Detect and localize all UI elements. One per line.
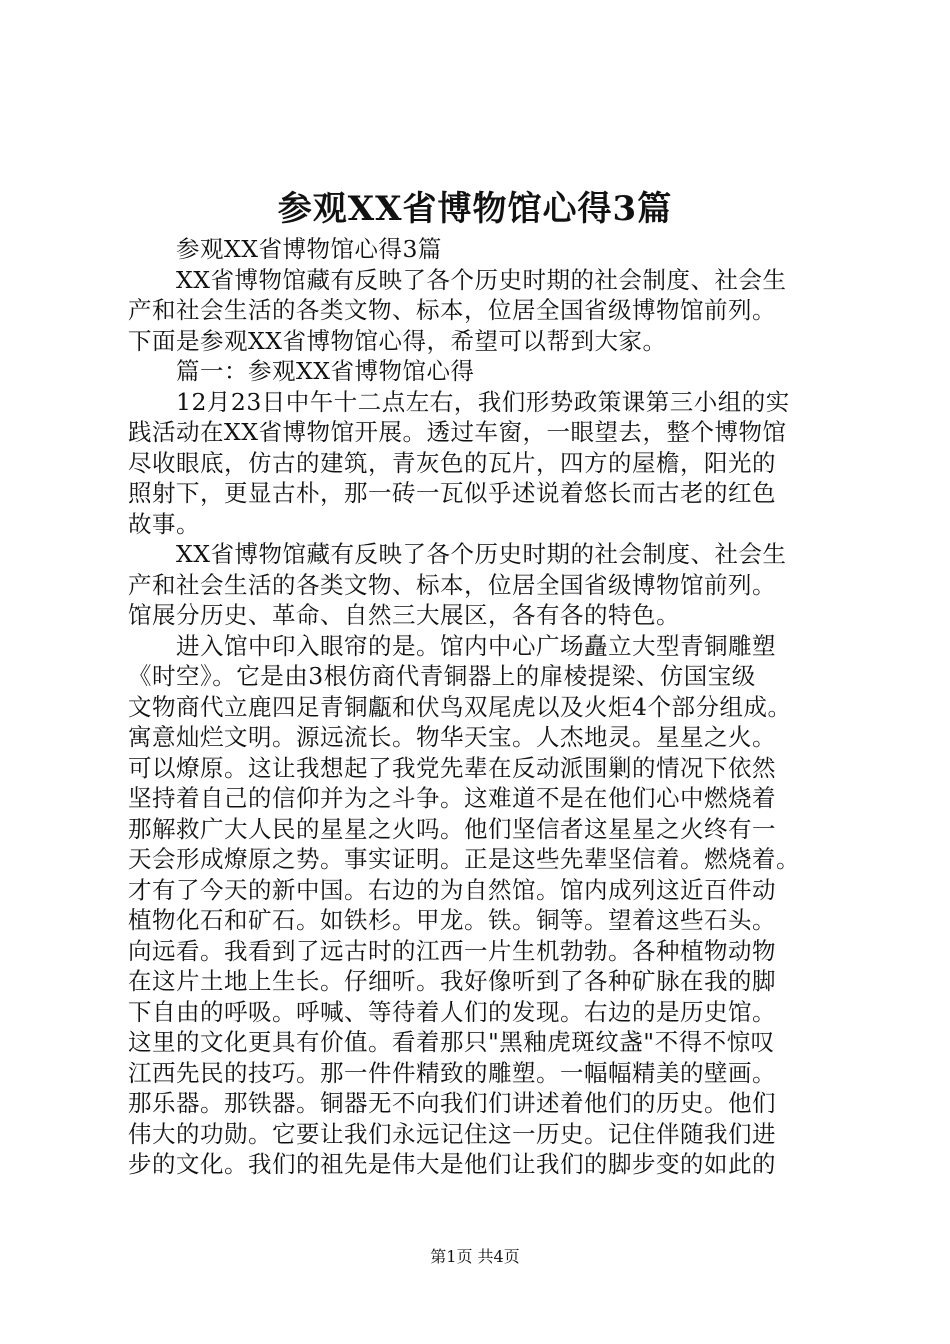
text-line: 12月23日中午十二点左右，我们形势政策课第三小组的实 (128, 387, 790, 416)
text-line: 寓意灿烂文明。源远流长。物华天宝。人杰地灵。星星之火。 (128, 723, 776, 751)
text-line: 产和社会生活的各类文物、标本，位居全国省级博物馆前列。 (128, 296, 776, 324)
text-line: 篇一：参观XX省博物馆心得 (128, 357, 475, 385)
text-line: 步的文化。我们的祖先是伟大是他们让我们的脚步变的如此的 (128, 1150, 776, 1178)
text-line: 那解救广大人民的星星之火吗。他们坚信者这星星之火终有一 (128, 814, 776, 843)
text-line: 参观XX省博物馆心得3篇 (128, 235, 442, 263)
text-line: 照射下，更显古朴，那一砖一瓦似乎述说着悠长而古老的红色 (128, 479, 776, 507)
text-line: 可以燎原。这让我想起了我党先辈在反动派围剿的情况下依然 (128, 753, 776, 782)
text-line: 伟大的功勋。它要让我们永远记住这一历史。记住伴随我们进 (128, 1119, 776, 1148)
text-line: 尽收眼底，仿古的建筑，青灰色的瓦片，四方的屋檐，阳光的 (128, 448, 776, 477)
text-line: 故事。 (128, 509, 200, 538)
text-line: 江西先民的技巧。那一件件精致的雕塑。一幅幅精美的壁画。 (128, 1058, 776, 1087)
page-footer: 第1页 共4页 (430, 1247, 520, 1266)
document-body (128, 234, 828, 1180)
text-line: 才有了今天的新中国。右边的为自然馆。馆内成列这近百件动 (128, 875, 776, 904)
text-line: 下自由的呼吸。呼喊、等待着人们的发现。右边的是历史馆。 (128, 997, 776, 1026)
text-line: XX省博物馆藏有反映了各个历史时期的社会制度、社会生 (128, 265, 787, 294)
text-line: 坚持着自己的信仰并为之斗争。这难道不是在他们心中燃烧着 (128, 784, 776, 812)
text-line: 那乐器。那铁器。铜器无不向我们们讲述着他们的历史。他们 (128, 1089, 776, 1117)
text-line: XX省博物馆藏有反映了各个历史时期的社会制度、社会生 (128, 540, 787, 568)
text-line: 这里的文化更具有价值。看着那只"黑釉虎斑纹盏"不得不惊叹 (128, 1028, 775, 1056)
document-title: 参观XX省博物馆心得3篇 (277, 189, 673, 229)
text-line: 产和社会生活的各类文物、标本，位居全国省级博物馆前列。 (128, 570, 776, 599)
text-line: 馆展分历史、革命、自然三大展区，各有各的特色。 (128, 601, 680, 629)
text-line: 天会形成燎原之势。事实证明。正是这些先辈坚信着。燃烧着。 (128, 845, 800, 873)
text-line: 植物化石和矿石。如铁杉。甲龙。铁。铜等。望着这些石头。 (128, 906, 776, 934)
text-line: 《时空》。它是由3根仿商代青铜器上的扉棱提梁、仿国宝级 (128, 662, 756, 690)
text-line: 文物商代立鹿四足青铜甗和伏鸟双尾虎以及火炬4个部分组成。 (128, 692, 792, 721)
text-line: 下面是参观XX省博物馆心得，希望可以帮到大家。 (128, 326, 667, 355)
text-line: 在这片土地上生长。仔细听。我好像听到了各种矿脉在我的脚 (128, 967, 776, 995)
text-line: 践活动在XX省博物馆开展。透过车窗，一眼望去，整个博物馆 (128, 418, 787, 446)
text-line: 进入馆中印入眼帘的是。馆内中心广场矗立大型青铜雕塑 (128, 631, 776, 660)
text-line: 向远看。我看到了远古时的江西一片生机勃勃。各种植物动物 (128, 936, 776, 965)
